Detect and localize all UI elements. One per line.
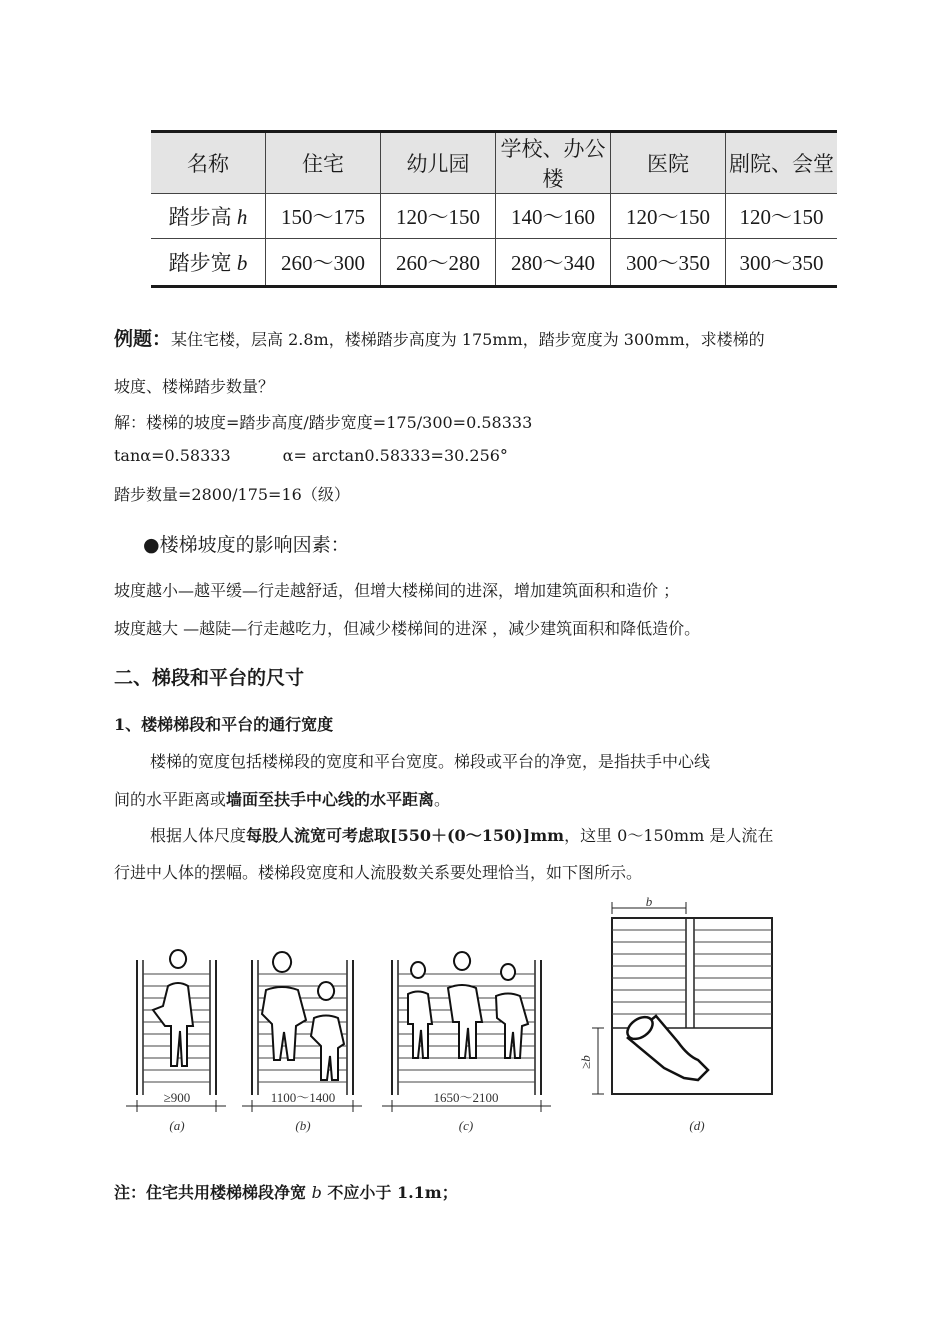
figure-panel-d <box>578 894 772 1133</box>
example-title: 例题： <box>114 328 172 350</box>
caption-d: (d) <box>689 1118 705 1133</box>
caption-c: (c) <box>458 1118 474 1133</box>
table-cell: 260～300 <box>266 239 381 287</box>
table-cell: 120～150 <box>381 194 496 239</box>
dimension-label-b: 1100～1400 <box>270 1090 336 1105</box>
table-header-cell: 名称 <box>151 132 266 194</box>
paragraph-1b: 间的水平距离或墙面至扶手中心线的水平距离。 <box>114 790 451 809</box>
section-heading: 二、梯段和平台的尺寸 <box>114 667 305 689</box>
example-text: 某住宅楼，层高 2.8m，楼梯踏步高度为 175mm，踏步宽度为 300mm，求楼梯的 <box>171 330 765 349</box>
figure-panel-c <box>382 952 551 1133</box>
figure-panel-a <box>126 950 226 1133</box>
dimension-label-c: 1650～2100 <box>433 1090 499 1105</box>
factors-heading: ●楼梯坡度的影响因素： <box>143 534 350 556</box>
table-cell: 300～350 <box>726 239 838 287</box>
table-row <box>151 194 837 239</box>
example-line-1 <box>114 324 765 351</box>
caption-b: (b) <box>295 1118 311 1133</box>
stair-width-figure <box>0 890 950 1150</box>
dimension-label-a: ≥900 <box>163 1090 191 1105</box>
factors-line-1: 坡度越小—越平缓—行走越舒适，但增大楼梯间的进深，增加建筑面积和造价 ； <box>114 581 680 600</box>
table-cell: 150～175 <box>266 194 381 239</box>
table-cell: 120～150 <box>611 194 726 239</box>
subsection-heading: 1、楼梯梯段和平台的通行宽度 <box>114 715 334 734</box>
paragraph-1a: 楼梯的宽度包括楼梯段的宽度和平台宽度。梯段或平台的净宽，是指扶手中心线 <box>150 752 711 771</box>
table-cell: 260～280 <box>381 239 496 287</box>
factors-line-2: 坡度越大 —越陡—行走越吃力，但减少楼梯间的进深 ，减少建筑面积和降低造价。 <box>114 619 701 638</box>
table-header-cell: 医院 <box>611 132 726 194</box>
dimension-label-d-depth: ≥b <box>578 1055 593 1069</box>
table-cell: 300～350 <box>611 239 726 287</box>
caption-a: (a) <box>169 1118 185 1133</box>
table-cell: 140～160 <box>496 194 611 239</box>
table-row <box>151 239 837 287</box>
solution-line-2: tanα=0.58333 α= arctan0.58333=30.256° <box>114 446 508 465</box>
solution-line-1: 解：楼梯的坡度=踏步高度/踏步宽度=175/300=0.58333 <box>114 413 533 432</box>
paragraph-2b: 行进中人体的摆幅。楼梯段宽度和人流股数关系要处理恰当，如下图所示。 <box>114 863 643 882</box>
table-row-label: 踏步高 h <box>151 194 266 239</box>
stair-dimension-table <box>151 130 837 288</box>
table-header-cell: 住宅 <box>266 132 381 194</box>
table-header-cell: 学校、办公楼 <box>496 132 611 194</box>
table-header-cell: 剧院、会堂 <box>726 132 838 194</box>
example-line-2: 坡度、楼梯踏步数量？ <box>114 377 275 396</box>
table-header-row <box>151 132 837 194</box>
paragraph-2a: 根据人体尺度每股人流宽可考虑取[550＋(0～150)]mm，这里 0～150mm 是人流在 <box>150 826 774 845</box>
solution-line-3: 踏步数量=2800/175=16（级） <box>114 485 350 504</box>
dimension-label-d-width: b <box>645 894 653 909</box>
table-cell: 280～340 <box>496 239 611 287</box>
table-header-cell: 幼儿园 <box>381 132 496 194</box>
figure-panel-b <box>242 952 362 1133</box>
note: 注：住宅共用楼梯梯段净宽 b 不应小于 1.1m； <box>114 1183 458 1202</box>
table-cell: 120～150 <box>726 194 838 239</box>
table-row-label: 踏步宽 b <box>151 239 266 287</box>
